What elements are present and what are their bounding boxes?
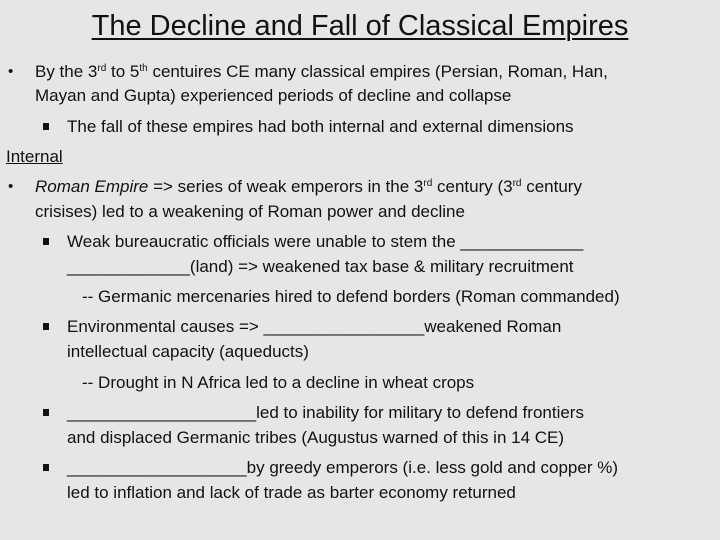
square-bullet-icon xyxy=(43,238,49,245)
intro-line-1: By the 3rd to 5th centuires CE many classical empires (Persian, Roman, Han, xyxy=(35,62,608,81)
bureaucrats-line-1: Weak bureaucratic officials were unable to stem the _____________ xyxy=(67,232,584,251)
internal-heading: Internal xyxy=(6,147,63,166)
bullet-dot-intro: • xyxy=(8,63,14,80)
inflation-line-1: ___________________by greedy emperors (i.e. less gold and copper %) xyxy=(67,458,618,477)
inflation-line-2: led to inflation and lack of trade as barter economy returned xyxy=(67,483,516,502)
intro-sub-line: The fall of these empires had both internal and external dimensions xyxy=(67,117,574,136)
bureaucrats-line-2: _____________(land) => weakened tax base & military recruitment xyxy=(67,257,574,276)
square-bullet-icon xyxy=(43,409,49,416)
drought-line: -- Drought in N Africa led to a decline in wheat crops xyxy=(82,373,475,392)
bullet-dot-roman: • xyxy=(8,178,14,195)
mercenaries-line: -- Germanic mercenaries hired to defend borders (Roman commanded) xyxy=(82,287,620,306)
roman-line-1: Roman Empire => series of weak emperors in the 3rd century (3rd century xyxy=(35,177,582,196)
square-bullet-icon xyxy=(43,464,49,471)
environment-line-1: Environmental causes => _________________weakened Roman xyxy=(67,317,562,336)
military-line-1: ____________________led to inability for military to defend frontiers xyxy=(67,403,584,422)
square-bullet-icon xyxy=(43,323,49,330)
slide-title: The Decline and Fall of Classical Empires xyxy=(91,10,629,42)
military-line-2: and displaced Germanic tribes (Augustus warned of this in 14 CE) xyxy=(67,428,565,447)
square-bullet-icon xyxy=(43,123,49,130)
environment-line-2: intellectual capacity (aqueducts) xyxy=(67,342,309,361)
roman-line-2: crisises) led to a weakening of Roman power and decline xyxy=(35,202,465,221)
intro-line-2: Mayan and Gupta) experienced periods of decline and collapse xyxy=(35,86,512,105)
